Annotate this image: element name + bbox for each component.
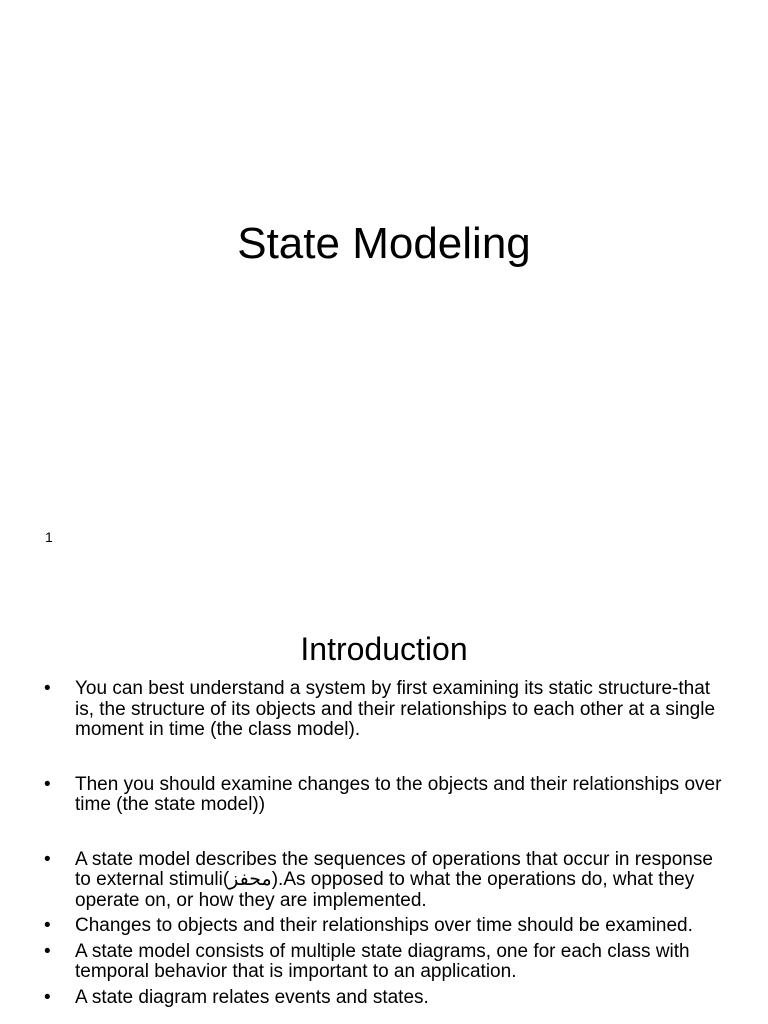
bullet-text: A state diagram relates events and states. bbox=[75, 986, 429, 1008]
bullet-text: A state model describes the sequences of operations that occur in response to external stimuli(محفز).As opposed to what the operations do, what they operate on, or how they are implemented. bbox=[75, 848, 713, 911]
slide-title: Introduction bbox=[300, 631, 468, 667]
slide-title: State Modeling bbox=[237, 219, 531, 268]
bullet-text: Changes to objects and their relationships over time should be examined. bbox=[75, 915, 693, 936]
bullet-item bbox=[0, 850, 768, 912]
bullet-item bbox=[0, 775, 768, 816]
bullet-text: Then you should examine changes to the objects and their relationships over time (the state model)) bbox=[75, 773, 722, 815]
slide-2 bbox=[0, 576, 768, 1024]
bullet-icon: • bbox=[44, 940, 51, 962]
bullet-list bbox=[0, 679, 768, 1013]
bullet-text: A state model consists of multiple state diagrams, one for each class with temporal behavior that is important to an application. bbox=[75, 940, 690, 982]
bullet-item bbox=[0, 942, 768, 983]
bullet-item bbox=[0, 988, 768, 1009]
bullet-icon: • bbox=[44, 773, 51, 795]
bullet-text: You can best understand a system by first examining its static structure-that is, the structure of its objects and their relationships to each other at a single moment in time (the class model). bbox=[75, 678, 716, 740]
bullet-item bbox=[0, 679, 768, 741]
page-number: 1 bbox=[45, 529, 53, 545]
bullet-icon: • bbox=[44, 986, 51, 1008]
bullet-icon: • bbox=[44, 848, 51, 870]
bullet-icon: • bbox=[44, 915, 51, 936]
bullet-icon: • bbox=[44, 678, 51, 699]
bullet-item bbox=[0, 916, 768, 937]
